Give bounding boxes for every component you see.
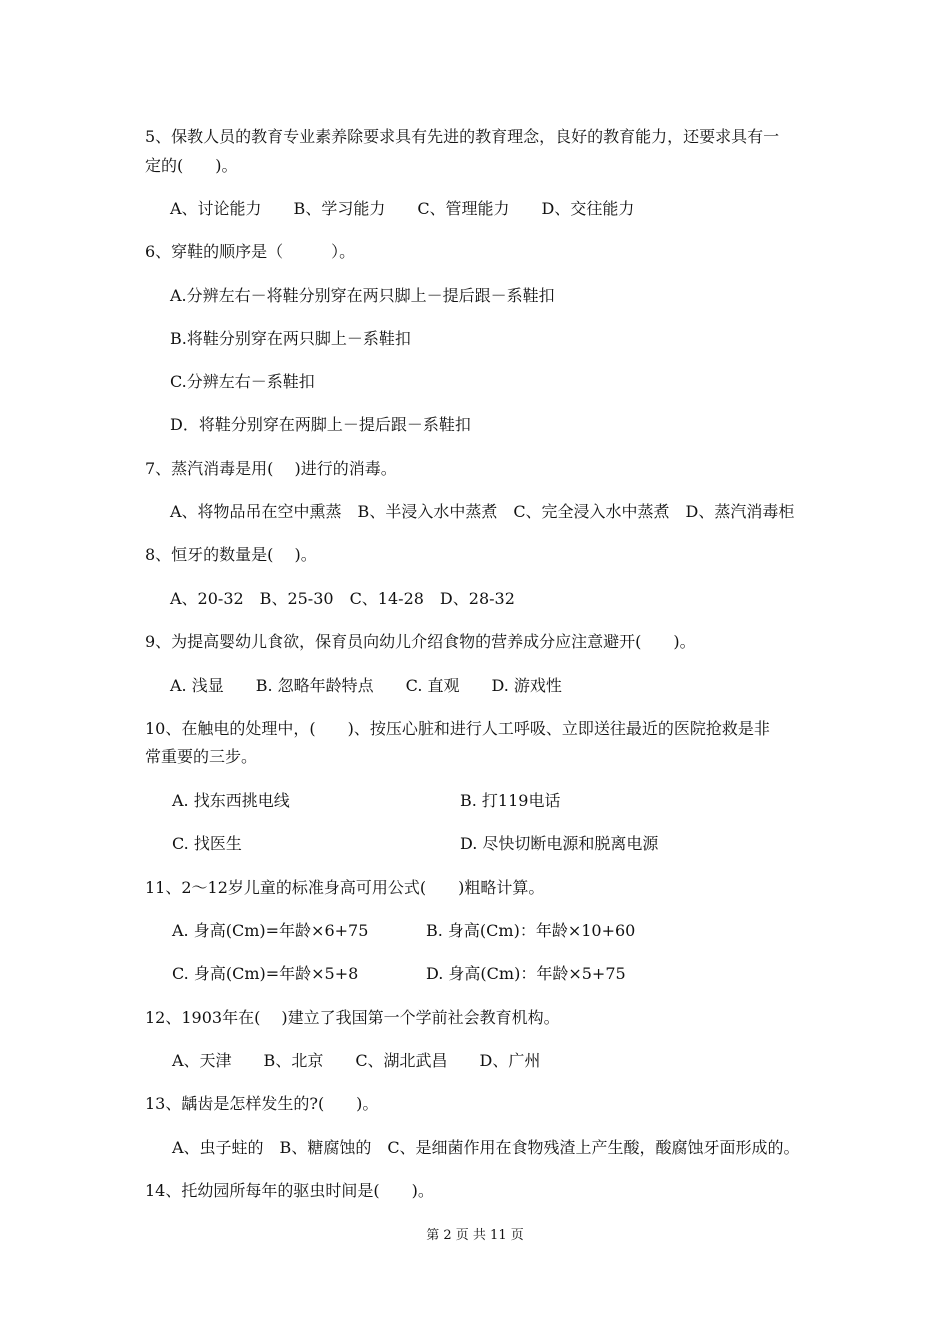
q6-option-d: D．将鞋分别穿在两脚上－提后跟－系鞋扣 [170,415,471,434]
q6-stem: 6、穿鞋的顺序是（ ）。 [145,242,356,261]
q10-option-c: C. 找医生 [172,834,242,853]
q10-option-d: D. 尽快切断电源和脱离电源 [460,834,659,853]
q11-stem: 11、2～12岁儿童的标准身高可用公式( )粗略计算。 [145,878,545,897]
q13-options: A、虫子蛀的 B、糖腐蚀的 C、是细菌作用在食物残渣上产生酸，酸腐蚀牙面形成的。 [172,1138,800,1157]
q11-option-a: A. 身高(Cm)=年龄×6+75 [172,921,369,940]
q11-option-c: C. 身高(Cm)=年龄×5+8 [172,964,359,983]
q5-stem-line2: 定的( )。 [145,156,238,175]
q9-options: A. 浅显 B. 忽略年龄特点 C. 直观 D. 游戏性 [170,676,562,695]
q8-stem: 8、恒牙的数量是( )。 [145,545,317,564]
q10-option-b: B. 打119电话 [460,791,561,810]
q10-stem-line2: 常重要的三步。 [145,747,258,766]
q7-stem: 7、蒸汽消毒是用( )进行的消毒。 [145,459,397,478]
q6-option-c: C.分辨左右－系鞋扣 [170,372,315,391]
q12-options: A、天津 B、北京 C、湖北武昌 D、广州 [172,1051,541,1070]
q5-stem-line1: 5、保教人员的教育专业素养除要求具有先进的教育理念，良好的教育能力，还要求具有一 [145,127,780,146]
q10-stem-line1: 10、在触电的处理中，( )、按压心脏和进行人工呼吸、立即送往最近的医院抢救是非 [145,719,770,738]
q8-options: A、20-32 B、25-30 C、14-28 D、28-32 [170,589,515,608]
q11-option-b: B. 身高(Cm)：年龄×10+60 [426,921,636,940]
page-footer: 第 2 页 共 11 页 [426,1228,524,1243]
q6-option-b: B.将鞋分别穿在两只脚上－系鞋扣 [170,329,411,348]
q12-stem: 12、1903年在( )建立了我国第一个学前社会教育机构。 [145,1008,560,1027]
q7-options: A、将物品吊在空中熏蒸 B、半浸入水中蒸煮 C、完全浸入水中蒸煮 D、蒸汽消毒柜 [170,502,795,521]
q6-option-a: A.分辨左右－将鞋分别穿在两只脚上－提后跟－系鞋扣 [170,286,555,305]
q13-stem: 13、龋齿是怎样发生的?( )。 [145,1094,379,1113]
q5-options: A、讨论能力 B、学习能力 C、管理能力 D、交往能力 [170,199,635,218]
q11-option-d: D. 身高(Cm)：年龄×5+75 [426,964,626,983]
q9-stem: 9、为提高婴幼儿食欲，保育员向幼儿介绍食物的营养成分应注意避开( )。 [145,632,696,651]
q14-stem: 14、托幼园所每年的驱虫时间是( )。 [145,1181,434,1200]
q10-option-a: A. 找东西挑电线 [172,791,290,810]
